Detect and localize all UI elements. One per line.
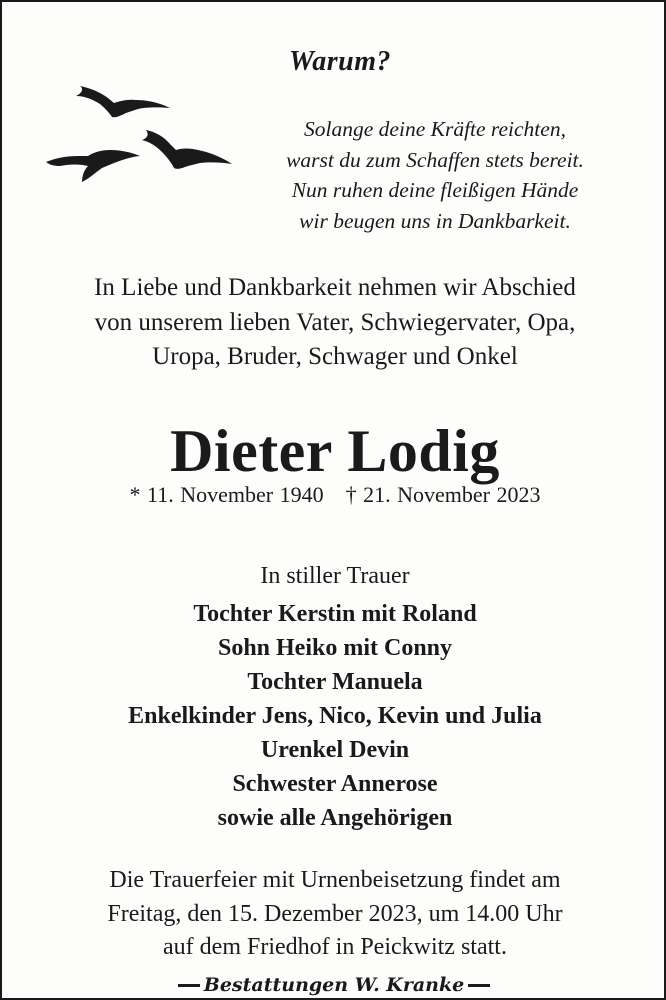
funeral-service-info	[22, 864, 648, 965]
service-line: Freitag, den 15. Dezember 2023, um 14.00 Uhr	[107, 900, 563, 927]
mourners-list	[12, 597, 658, 835]
poem-title: Warum?	[288, 46, 392, 77]
poem-line: Solange deine Kräfte reichten,	[304, 117, 566, 141]
mourning-heading: In stiller Trauer	[260, 563, 410, 589]
death-date: † 21. November 2023	[345, 482, 541, 507]
mourner-entry: Sohn Heiko mit Conny	[217, 635, 453, 661]
service-line: Die Trauerfeier mit Urnenbeisetzung findet am	[109, 867, 561, 893]
intro-line: Uropa, Bruder, Schwager und Onkel	[152, 343, 518, 370]
poem-line: Nun ruhen deine fleißigen Hände	[291, 178, 579, 202]
mourner-entry: Tochter Manuela	[247, 669, 423, 695]
bird-middle	[142, 130, 232, 169]
bird-top	[76, 86, 170, 117]
footer-divider-left	[178, 984, 200, 987]
footer	[2, 972, 664, 998]
poem-verse	[250, 114, 620, 236]
intro-line: von unserem lieben Vater, Schwiegervater, Opa,	[94, 308, 576, 336]
mourner-entry: Schwester Annerose	[232, 771, 438, 797]
poem-line: warst du zum Schaffen stets bereit.	[286, 147, 584, 172]
service-line: auf dem Friedhof in Peickwitz statt.	[163, 934, 507, 960]
undertaker-name: Bestattungen W. Kranke	[203, 974, 465, 996]
intro-line: In Liebe und Dankbarkeit nehmen wir Abschied	[94, 274, 576, 301]
mourner-entry: Tochter Kerstin mit Roland	[193, 601, 477, 627]
life-dates	[22, 480, 648, 510]
mourner-entry: sowie alle Angehörigen	[217, 805, 453, 831]
farewell-intro	[22, 271, 648, 375]
deceased-name: Dieter Lodig	[170, 418, 500, 484]
footer-divider-right	[468, 984, 490, 987]
mourner-entry: Enkelkinder Jens, Nico, Kevin und Julia	[128, 703, 542, 729]
birth-date: * 11. November 1940	[129, 482, 324, 507]
flying-birds-icon	[42, 82, 247, 186]
bird-bottom	[46, 150, 140, 182]
mourner-entry: Urenkel Devin	[260, 737, 410, 763]
poem-line: wir beugen uns in Dankbarkeit.	[299, 208, 571, 233]
